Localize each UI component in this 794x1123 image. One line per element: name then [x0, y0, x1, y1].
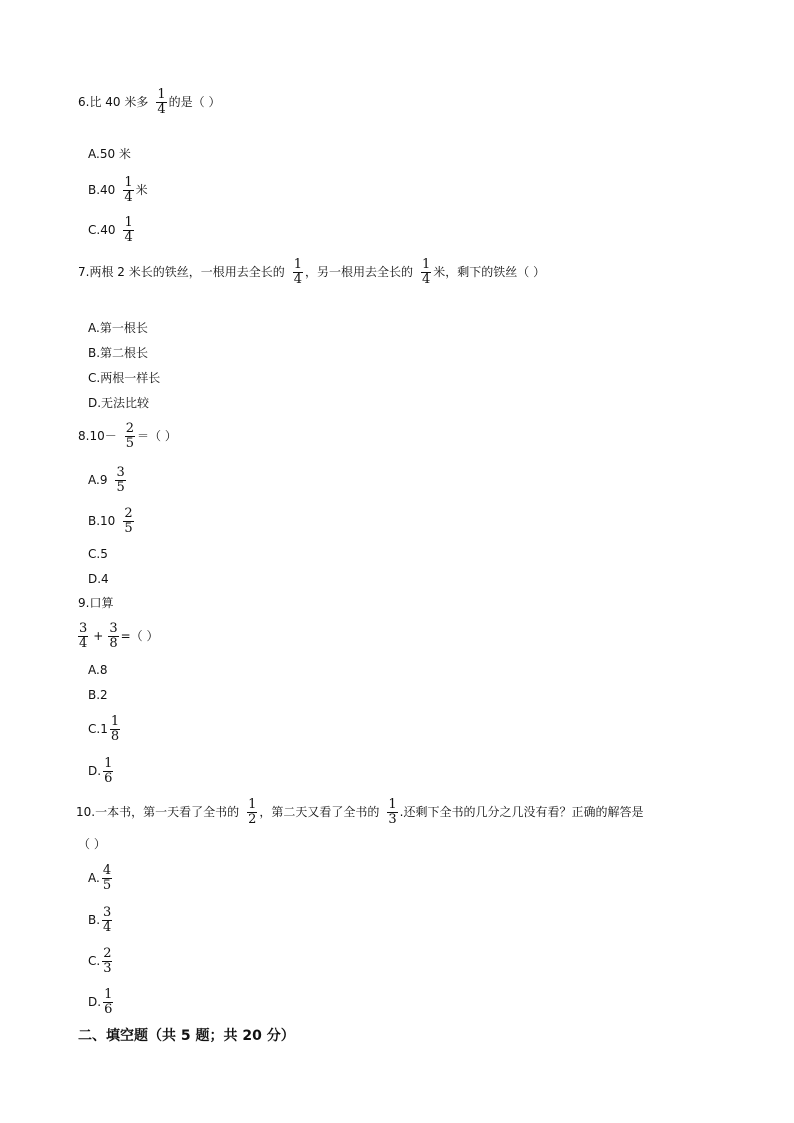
denominator: 4	[422, 271, 431, 287]
q9-option-c[interactable]	[88, 715, 122, 743]
q10-fraction-1	[247, 798, 257, 826]
numerator: 3	[103, 905, 112, 920]
section-heading-text: 二、填空题（共 5 题；共 20 分）	[78, 1028, 295, 1044]
option-fraction	[102, 864, 112, 892]
denominator: 4	[103, 919, 112, 935]
denominator: 3	[103, 960, 112, 976]
q10-option-a[interactable]	[88, 864, 114, 892]
q7-stem	[78, 258, 545, 286]
option-prefix: C.1	[88, 722, 108, 737]
q10-answer-blank: （ ）	[78, 837, 106, 851]
q8-stem	[78, 422, 177, 450]
option-prefix: B.40	[88, 183, 116, 198]
option-fraction	[110, 715, 120, 743]
option-fraction	[103, 757, 113, 785]
denominator: 5	[116, 479, 125, 495]
numerator: 1	[248, 797, 257, 812]
option-prefix: A.9	[88, 473, 108, 488]
denominator: 4	[79, 635, 88, 651]
q8-option-c[interactable]	[88, 548, 108, 560]
option-prefix: A.	[88, 871, 100, 886]
q10-option-c[interactable]	[88, 947, 114, 975]
denominator: 4	[293, 271, 302, 287]
q8-option-b[interactable]	[88, 507, 136, 535]
q7-stem-text-mid: ，另一根用去全长的	[305, 265, 414, 280]
option-label: A.第一根长	[88, 321, 148, 335]
q6-fraction	[156, 88, 166, 116]
option-label: B.第二根长	[88, 346, 149, 360]
denominator: 8	[110, 728, 120, 744]
q7-stem-text: 7.两根 2 米长的铁丝，一根用去全长的	[78, 265, 285, 280]
q7-option-b[interactable]	[88, 347, 148, 359]
option-fraction	[102, 906, 112, 934]
option-prefix: C.	[88, 954, 101, 969]
option-fraction	[123, 176, 133, 204]
numerator: 2	[103, 946, 112, 961]
option-fraction	[102, 947, 112, 975]
q9-expression-tail: =（ ）	[120, 629, 159, 644]
denominator: 4	[124, 229, 133, 245]
q9-option-b[interactable]	[88, 689, 108, 701]
option-prefix: D.	[88, 995, 102, 1010]
option-prefix: D.	[88, 764, 102, 779]
q7-option-d[interactable]	[88, 397, 149, 409]
denominator: 5	[125, 435, 135, 451]
denominator: 3	[388, 811, 397, 827]
denominator: 4	[157, 101, 166, 117]
q8-fraction	[125, 422, 135, 450]
numerator: 1	[157, 87, 166, 102]
q9-option-d[interactable]	[88, 757, 115, 785]
numerator: 1	[124, 215, 133, 230]
numerator: 3	[79, 621, 88, 636]
numerator: 2	[125, 421, 135, 436]
q9-expression	[76, 622, 159, 650]
q10-option-d[interactable]	[88, 988, 115, 1016]
q10-stem-continued	[78, 838, 106, 850]
q10-stem	[76, 798, 644, 826]
option-label: D.无法比较	[88, 396, 150, 410]
denominator: 6	[104, 1001, 113, 1017]
q9-stem-text: 9.口算	[78, 596, 114, 610]
q10-stem-text: 10.一本书，第一天看了全书的	[76, 805, 240, 820]
q8-stem-text: 8.10－	[78, 429, 117, 444]
q7-option-c[interactable]	[88, 372, 160, 384]
denominator: 5	[102, 877, 112, 893]
numerator: 1	[124, 175, 133, 190]
option-suffix: 米	[135, 183, 148, 198]
section-heading-fill-in	[78, 1029, 295, 1043]
q10-option-b[interactable]	[88, 906, 114, 934]
numerator: 1	[422, 257, 431, 272]
q6-option-c[interactable]	[88, 216, 136, 244]
option-fraction	[123, 507, 133, 535]
option-label: D.4	[88, 572, 109, 586]
q6-option-b[interactable]	[88, 176, 148, 204]
numerator: 2	[124, 506, 133, 521]
q9-option-a[interactable]	[88, 664, 107, 676]
numerator: 1	[104, 756, 113, 771]
denominator: 6	[104, 770, 113, 786]
q6-stem-text: 6.比 40 米多	[78, 95, 149, 110]
option-label: A.50 米	[88, 147, 131, 161]
numerator: 1	[110, 714, 120, 729]
option-label: B.2	[88, 688, 108, 702]
q10-stem-text-end: .还剩下全书的几分之几没有看？正确的解答是	[399, 805, 644, 820]
numerator: 3	[116, 465, 125, 480]
denominator: 5	[124, 520, 133, 536]
plus-sign: +	[93, 629, 104, 644]
option-fraction	[103, 988, 113, 1016]
option-fraction	[123, 216, 133, 244]
denominator: 4	[124, 189, 133, 205]
option-prefix: B.	[88, 913, 101, 928]
q9-stem	[78, 597, 113, 609]
denominator: 8	[109, 635, 118, 651]
q8-option-a[interactable]	[88, 466, 128, 494]
numerator: 4	[102, 863, 112, 878]
q9-fraction-1	[78, 622, 88, 650]
q6-stem	[78, 88, 220, 116]
q8-option-d[interactable]	[88, 573, 109, 585]
option-label: C.5	[88, 547, 108, 561]
q9-fraction-2	[108, 622, 118, 650]
numerator: 1	[104, 987, 113, 1002]
q10-stem-text-mid: ，第二天又看了全书的	[259, 805, 380, 820]
numerator: 1	[388, 797, 397, 812]
option-label: C.两根一样长	[88, 371, 161, 385]
q7-fraction-2	[421, 258, 431, 286]
numerator: 1	[293, 257, 302, 272]
q6-option-a[interactable]	[88, 148, 131, 160]
q10-fraction-2	[387, 798, 397, 826]
q6-stem-text-end: 的是（ ）	[168, 95, 221, 110]
numerator: 3	[109, 621, 118, 636]
denominator: 2	[248, 811, 257, 827]
q7-stem-text-end: 米，剩下的铁丝（ ）	[433, 265, 546, 280]
option-fraction	[115, 466, 125, 494]
option-prefix: C.40	[88, 223, 116, 238]
q8-stem-text-end: ＝（ ）	[137, 429, 177, 444]
option-label: A.8	[88, 663, 108, 677]
option-prefix: B.10	[88, 514, 116, 529]
q7-option-a[interactable]	[88, 322, 148, 334]
q7-fraction-1	[293, 258, 303, 286]
